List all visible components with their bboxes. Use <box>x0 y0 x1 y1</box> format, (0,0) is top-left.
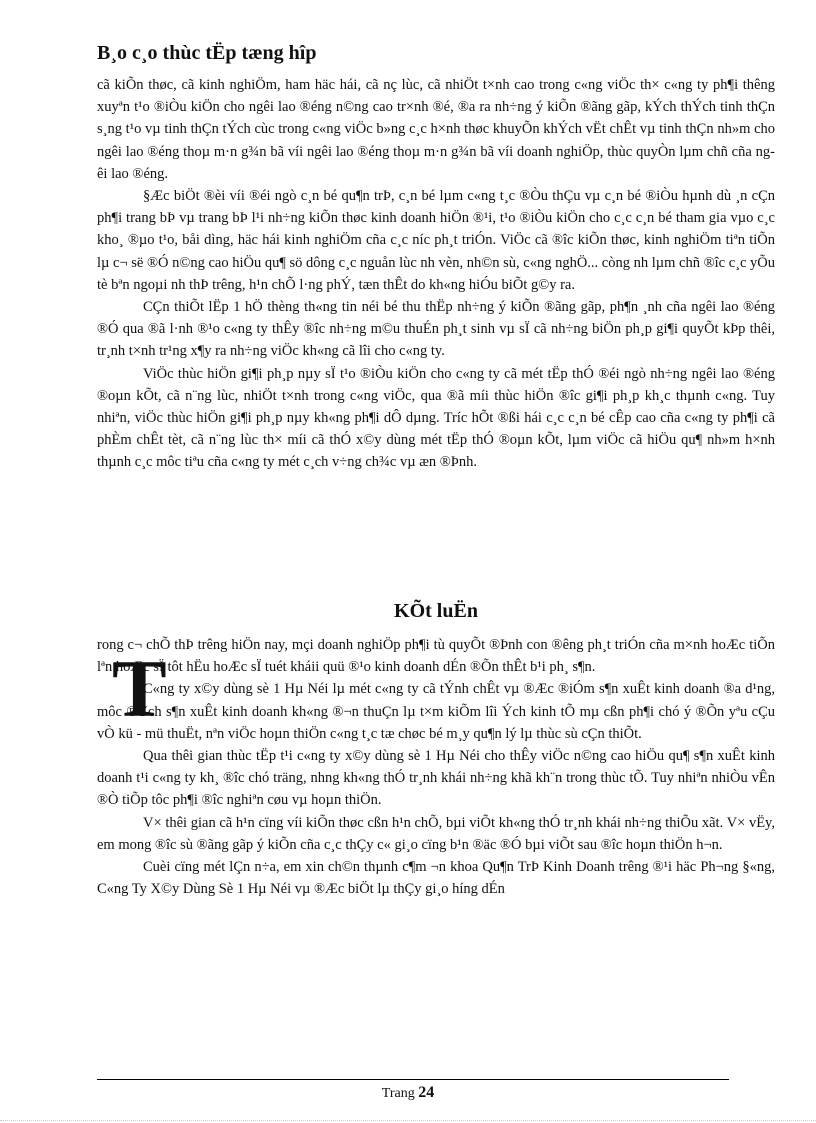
page-number: 24 <box>418 1084 435 1101</box>
paragraph: CÇn thiÕt lËp 1 hÖ thèng th«ng tin néi bé thu thËp nh÷ng ý kiÕn ®ãng gãp, ph¶n ¸nh cña ngêi lao ®éng ®Ó qua ®ã l·nh ®¹o c«ng ty thÊy ®îc nh÷ng m©u thuÉn ph¸t sinh vµ sÏ cã nh÷ng biÖn ph¸p gi¶i quyÕt kÞp thêi, tr¸nh t×nh tr¹ng x¶y ra nh÷ng viÖc kh«ng cã lîi cho c«ng ty. <box>97 299 775 360</box>
paragraph: Qua thêi gian thùc tËp t¹i c«ng ty x©y dùng sè 1 Hµ Néi cho thÊy viÖc n©ng cao hiÖu qu¶ s¶n xuÊt kinh doanh t¹i c«ng ty kh¸ ®îc chó träng, nhng kh«ng thÓ tr¸nh khái nh÷ng khã kh¨n trong thùc tÕ. Tuy nhiªn nhiÒu vÊn ®Ò tiÕp tôc ph¶i ®îc nghiªn cøu vµ hoµn thiÖn. <box>97 748 775 809</box>
body-section-conclusion <box>97 634 775 900</box>
body-section-top <box>97 74 775 474</box>
paragraph: Cuèi cïng mét lÇn n÷a, em xin ch©n thµnh c¶m ¬n khoa Qu¶n TrÞ Kinh Doanh trêng ®¹i häc Ph¬ng §«ng, C«ng Ty X©y Dùng Sè 1 Hµ Néi vµ ®Æc biÖt lµ thÇy gi¸o híng dÉn <box>97 859 775 898</box>
paragraph: V× thêi gian cã h¹n cïng víi kiÕn thøc cßn h¹n chÕ, bµi viÕt kh«ng thÓ tr¸nh khái nh÷ng thiÕu xãt. V× vËy, em mong ®îc sù ®ãng gãp ý kiÕn cña c¸c thÇy c« gi¸o cïng b¹n ®äc ®Ó bµi viÕt sau ®îc hoµn thiÖn h¬n. <box>97 814 775 853</box>
page-footer <box>0 1084 816 1102</box>
page-header-title: B¸o c¸o thùc tËp tæng hîp <box>97 42 317 64</box>
paragraph: C«ng ty x©y dùng sè 1 Hµ Néi lµ mét c«ng ty cã tÝnh chÊt vµ ®Æc ®iÓm s¶n xuÊt kinh doanh ®a d¹ng, môc ®Ých s¶n xuÊt kinh doanh kh«ng ®¬n thuÇn lµ t×m kiÕm lîi Ých kinh tÕ mµ cßn ph¶i chó ý ®Õn yªu cÇu vÒ kü - mü thuËt, nªn viÖc hoµn thiÖn c«ng t¸c tæ chøc bé m¸y qu¶n lý lµ thùc sù cÇn thiÕt. <box>97 681 775 742</box>
footer-divider <box>97 1079 729 1080</box>
paragraph: ViÖc thùc hiÖn gi¶i ph¸p nµy sÏ t¹o ®iÒu kiÖn cho c«ng ty cã mét tËp thÓ ®éi ngò nh÷ng ngêi lao ®éng ®oµn kÕt, cã n¨ng lùc, nhiÖt t×nh trong c«ng viÖc, qua ®ã míi thùc hiÖn ®îc gi¶i ph¸p kh¸c thµnh c«ng. Tuy nhiªn, viÖc thùc hiÖn gi¶i ph¸p nµy kh«ng ph¶i dÔ dµng. Tríc hÕt ®ßi hái c¸c c¸n bé cÊp cao cña c«ng ty ph¶i cã phÈm chÊt tèt, cã n¨ng lùc th× míi cã thÓ x©y dùng mét tËp thÓ ®oµn kÕt, lµm viÖc cã hiÖu qu¶ nh»m h×nh thµnh c¸c môc tiªu cña c«ng ty mét c¸ch v÷ng ch¾c vµ æn ®Þnh. <box>97 365 775 471</box>
page-label: Trang <box>381 1086 415 1101</box>
drop-cap-letter: T <box>112 643 167 734</box>
paragraph: §Æc biÖt ®èi víi ®éi ngò c¸n bé qu¶n trÞ, c¸n bé lµm c«ng t¸c ®Òu thÇu vµ c¸n bé ®iÒu hµnh dù ¸n cÇn ph¶i trang bÞ vµ trang bÞ l¹i nh÷ng kiÕn thøc kinh doanh hiÖn ®¹i, t¹o ®iÒu kiÖn cho c¸c c¸n bé tham gia vµo c¸c kho¸ ®µo t¹o, båi dìng, häc hái kinh nghiÖm cña c¸c níc ph¸t triÓn. ViÖc cã ®îc kiÕn thøc, kinh nghiÖm tiªn tiÕn lµ c¬ së ®Ó n©ng cao hiÖu qu¶ sö dông c¸c nguån lùc nh vèn, nh©n sù, c«ng nghÖ... còng nh lµm chñ ®îc c¸c yÕu tè bªn ngoµi nh thÞ trêng, h¹n chÕ l·ng phÝ, tæn thÊt do kh«ng hiÓu biÕt g©y ra. <box>97 188 775 293</box>
paragraph: cã kiÕn thøc, cã kinh nghiÖm, ham häc hái, cã nç lùc, cã nhiÖt t×nh cao trong c«ng viÖc th× c«ng ty ph¶i thêng xuyªn t¹o ®iÒu kiÖn cho ngêi lao ®éng n©ng cao tr×nh ®é, ®a ra nh÷ng ý kiÕn ®ãng gãp, kÝch thÝch tinh thÇn s¸ng t¹o vµ tinh thÇn tÝch cùc trong c«ng viÖc b»ng c¸c h×nh thøc khuyÕn khÝch vËt chÊt vµ tinh thÇn nh»m cho ngêi lao ®éng thoµ m·n g¾n bã víi ngêi lao ®éng thoµ m·n g¾n bã víi doanh nghiÖp, thùc quyÒn lµm chñ cña ngêi lao ®éng. <box>97 77 775 182</box>
page-bottom-edge <box>0 1120 816 1121</box>
conclusion-heading: KÕt luËn <box>394 600 478 622</box>
paragraph: rong c¬ chÕ thÞ trêng hiÖn nay, mçi doanh nghiÖp ph¶i tù quyÕt ®Þnh con ®êng ph¸t triÓn cña m×nh hoÆc tiÕn lªn hoÆc sÏ tôt hËu hoÆc sÏ tuét kháii quü ®¹o kinh doanh dÉn ®Õn thÊt b¹i ph¸ s¶n. <box>97 637 775 676</box>
